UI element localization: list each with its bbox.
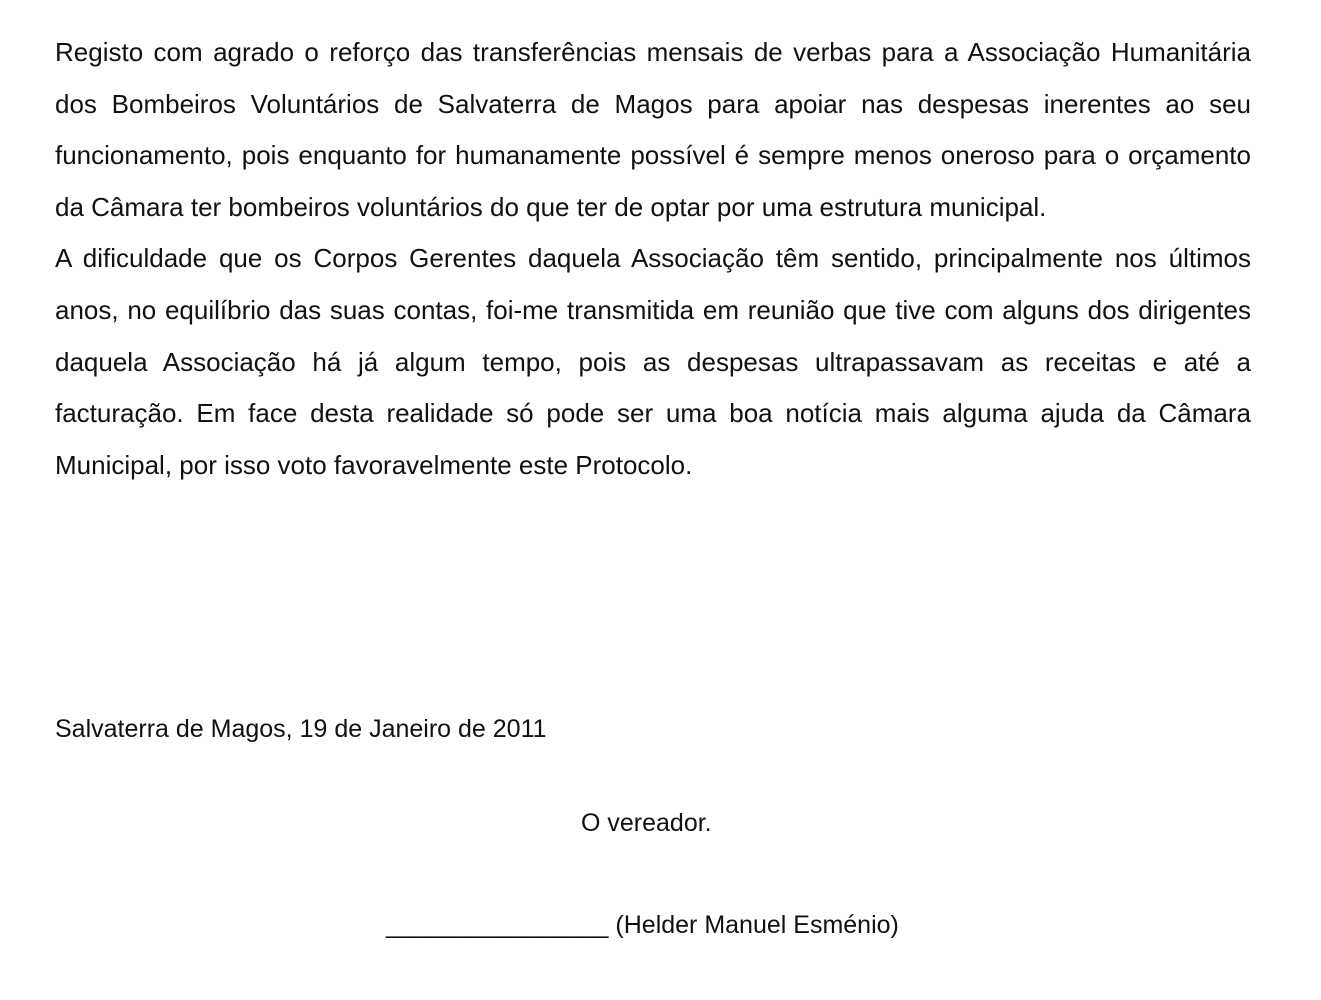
paragraph-1: Registo com agrado o reforço das transferências mensais de verbas para a Associação Humanitária dos Bombeiros Voluntários de Salvaterra de Magos para apoiar nas despesas inerentes ao seu funcionamento, pois enquanto for humanamente possível é sempre menos oneroso para o orçamento da Câmara ter bombeiros voluntários do que ter de optar por uma estrutura municipal. (55, 37, 1251, 222)
paragraph-2: A dificuldade que os Corpos Gerentes daquela Associação têm sentido, principalmente nos últimos anos, no equilíbrio das suas contas, foi-me transmitida em reunião que tive com alguns dos dirigentes daquela Associação há já algum tempo, pois as despesas ultrapassavam as receitas e até a facturação. Em face desta realidade só pode ser uma boa notícia mais alguma ajuda da Câmara Municipal, por isso voto favoravelmente este Protocolo. (55, 243, 1251, 480)
place-and-date: Salvaterra de Magos, 19 de Janeiro de 2011 (55, 715, 547, 743)
signature-line: ________________ (Helder Manuel Esménio) (386, 911, 899, 939)
signoff-title: O vereador. (581, 809, 712, 837)
document-body (55, 27, 1251, 491)
